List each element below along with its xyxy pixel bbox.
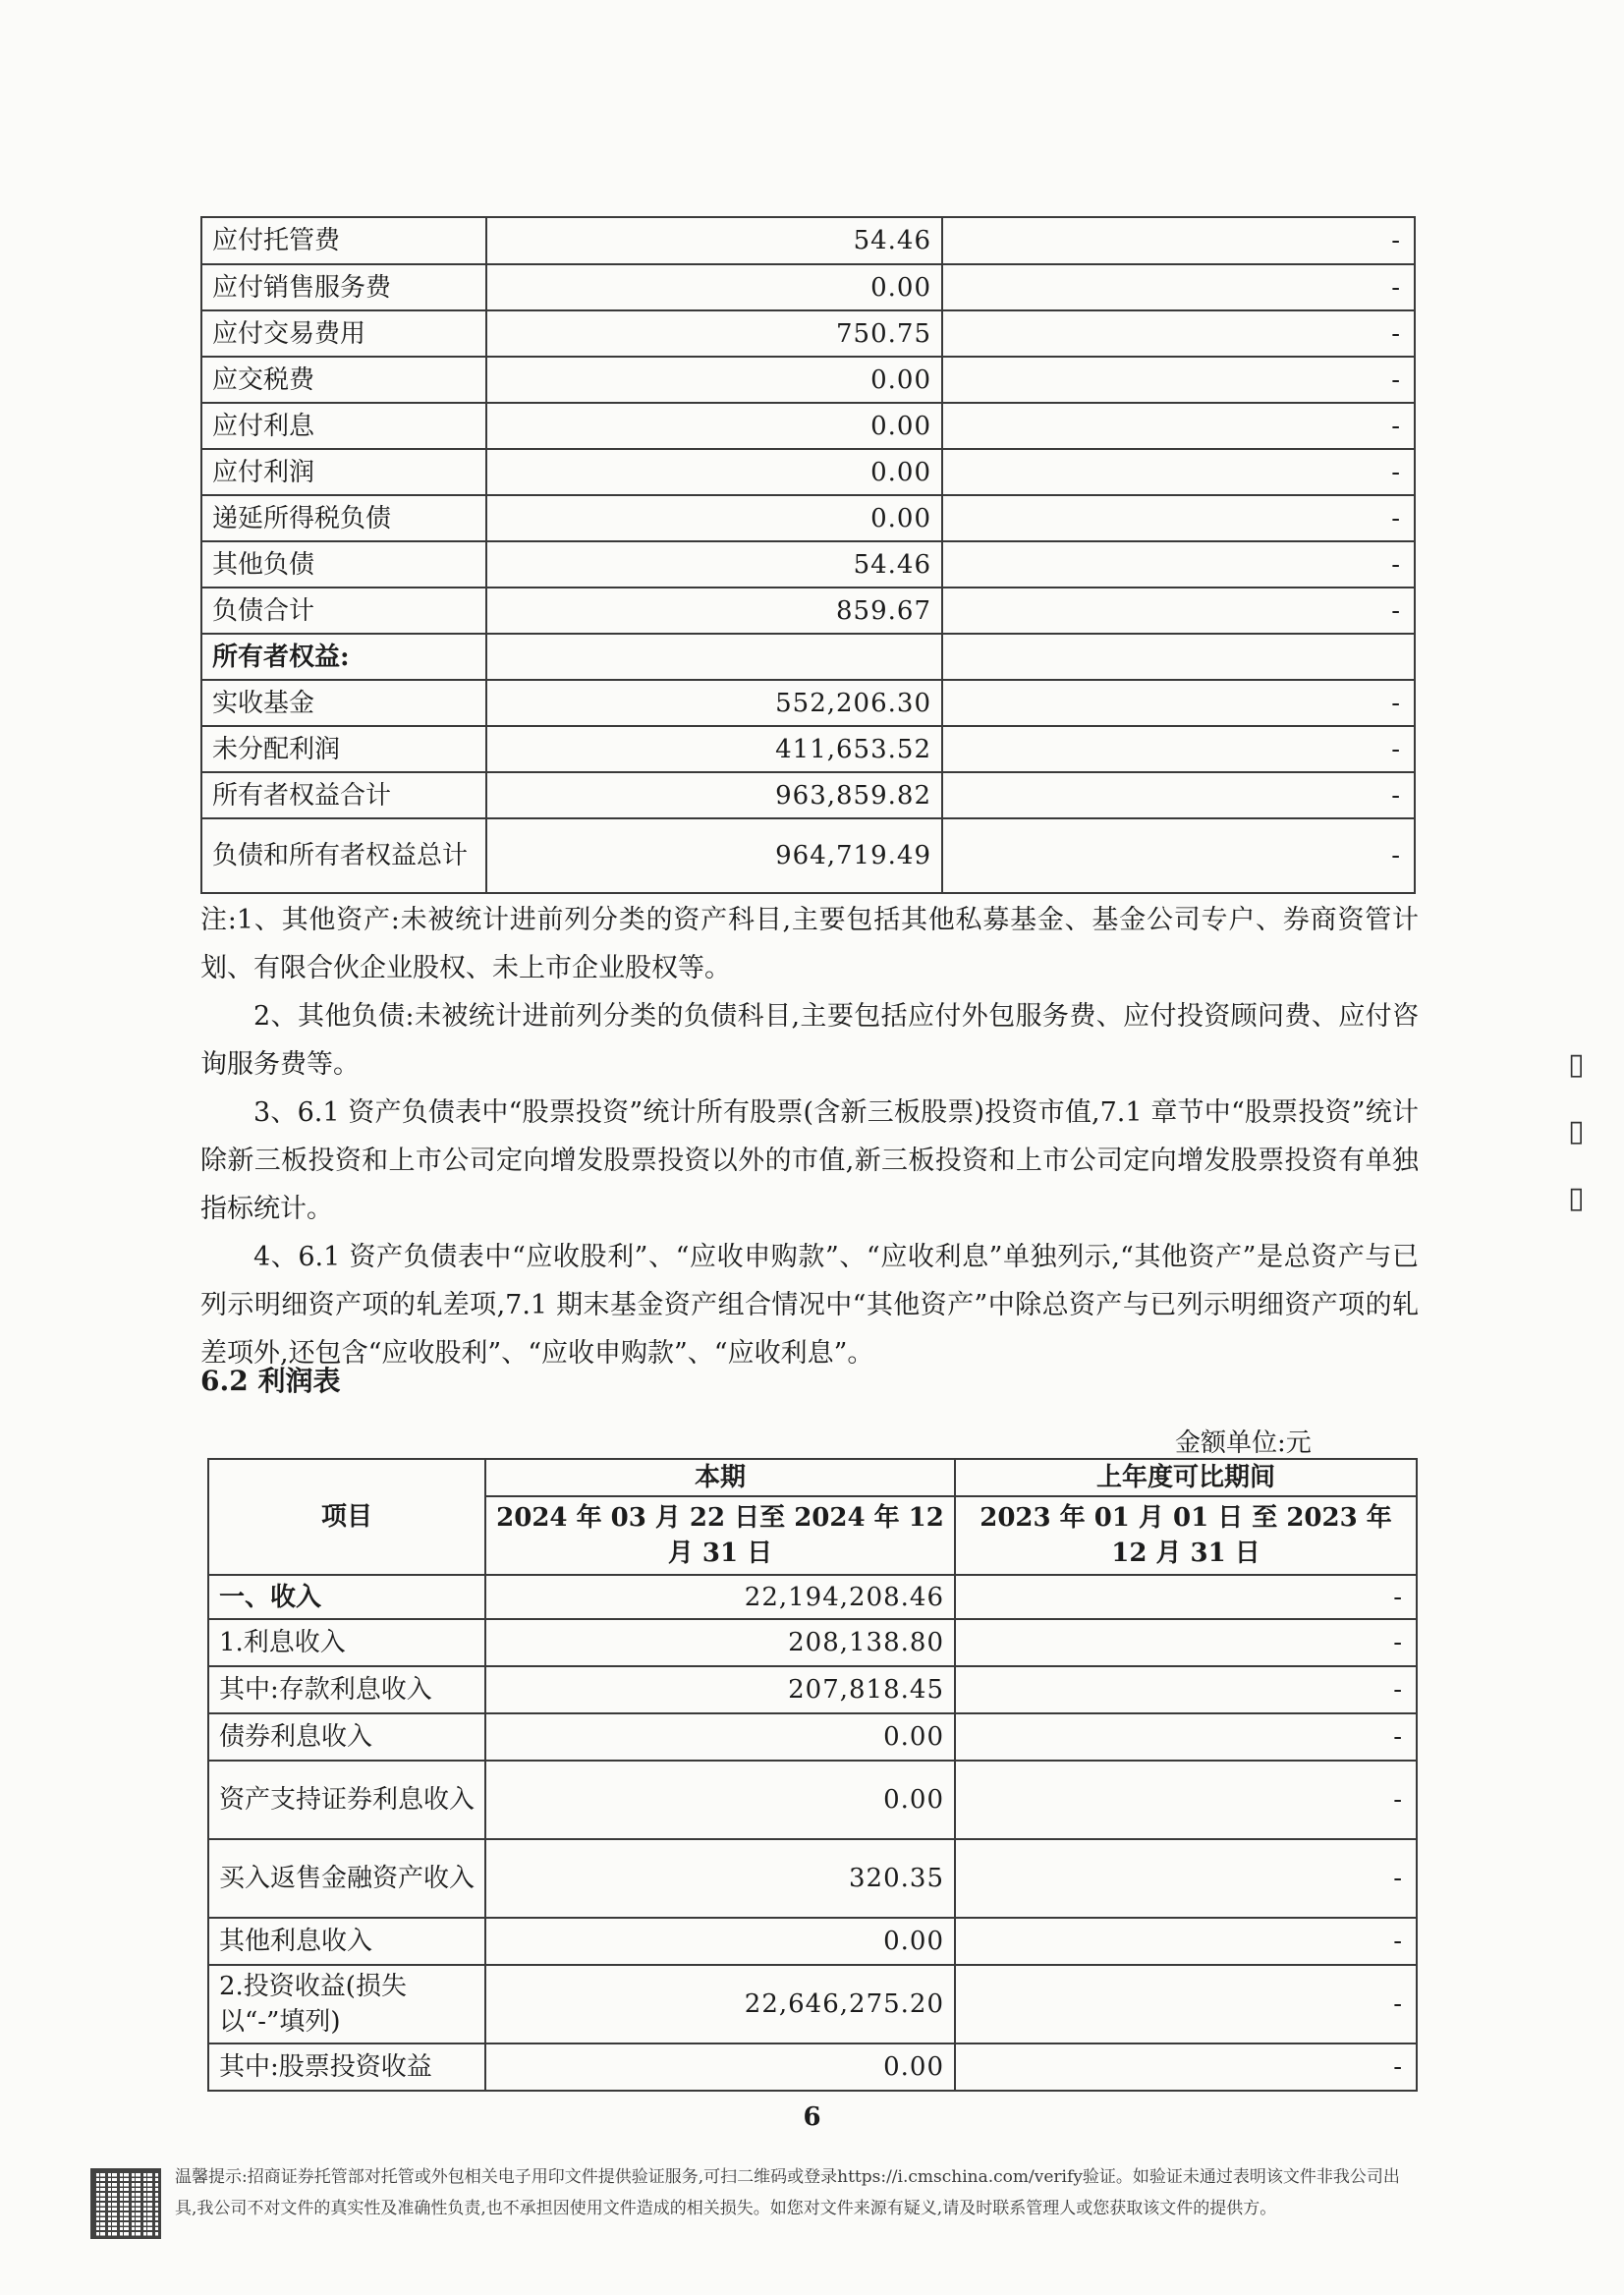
row-label: 应付托管费 bbox=[201, 217, 486, 264]
header-current: 本期 bbox=[485, 1459, 955, 1496]
previous-value: - bbox=[942, 264, 1415, 310]
row-label: 负债合计 bbox=[201, 588, 486, 634]
current-value: 0.00 bbox=[486, 357, 942, 403]
page-number: 6 bbox=[803, 2102, 821, 2132]
table-row bbox=[208, 1918, 1417, 1965]
row-label: 2.投资收益(损失以“-”填列) bbox=[208, 1965, 485, 2043]
current-value: 0.00 bbox=[486, 449, 942, 495]
current-value: 22,194,208.46 bbox=[485, 1575, 955, 1619]
footer-line-1: 温馨提示:招商证券托管部对托管或外包相关电子用印文件提供验证服务,可扫二维码或登录https://i.cmschina.com/verify验证。如验证未通过表明该文件非我公司出 bbox=[175, 2167, 1400, 2187]
previous-value: - bbox=[955, 1666, 1417, 1713]
table-row bbox=[201, 403, 1415, 449]
row-label: 应付利息 bbox=[201, 403, 486, 449]
row-label: 实收基金 bbox=[201, 680, 486, 726]
table-row bbox=[201, 588, 1415, 634]
current-value: 320.35 bbox=[485, 1839, 955, 1918]
table-row bbox=[201, 726, 1415, 772]
section-label: 所有者权益: bbox=[201, 634, 486, 680]
row-label: 应付利润 bbox=[201, 449, 486, 495]
table-row bbox=[201, 357, 1415, 403]
table-row bbox=[201, 818, 1415, 893]
previous-value: - bbox=[942, 357, 1415, 403]
header-current-range: 2024 年 03 月 22 日至 2024 年 12 月 31 日 bbox=[485, 1496, 955, 1575]
current-value: 0.00 bbox=[486, 403, 942, 449]
footer-line-2: 具,我公司不对文件的真实性及准确性负责,也不承担因使用文件造成的相关损失。如您对文件来源有疑义,请及时联系管理人或您获取该文件的提供方。 bbox=[175, 2199, 1277, 2218]
note-3: 3、6.1 资产负债表中“股票投资”统计所有股票(含新三板股票)投资市值,7.1 章节中“股票投资”统计除新三板投资和上市公司定向增发股票投资以外的市值,新三板投资和上市公司定向增发股票投资有单独指标统计。 bbox=[200, 1097, 1419, 1224]
row-label: 其中:存款利息收入 bbox=[208, 1666, 485, 1713]
note-2: 2、其他负债:未被统计进前列分类的负债科目,主要包括应付外包服务费、应付投资顾问费、应付咨询服务费等。 bbox=[200, 1001, 1419, 1080]
current-value: 0.00 bbox=[486, 264, 942, 310]
balance-sheet-table bbox=[200, 216, 1416, 894]
qr-code-icon bbox=[90, 2168, 161, 2239]
section-title: 6.2 利润表 bbox=[200, 1365, 341, 1397]
previous-value: - bbox=[955, 1575, 1417, 1619]
current-value bbox=[486, 634, 942, 680]
watermark bbox=[8, 678, 113, 788]
previous-value: - bbox=[955, 1713, 1417, 1761]
current-value: 963,859.82 bbox=[486, 772, 942, 818]
previous-value: - bbox=[955, 1619, 1417, 1666]
current-value: 964,719.49 bbox=[486, 818, 942, 893]
note-1: 注:1、其他资产:未被统计进前列分类的资产科目,主要包括其他私募基金、基金公司专户、券商资管计划、有限合伙企业股权、未上市企业股权等。 bbox=[200, 905, 1419, 983]
current-value: 0.00 bbox=[485, 1918, 955, 1965]
previous-value: - bbox=[955, 2043, 1417, 2091]
note-4: 4、6.1 资产负债表中“应收股利”、“应收申购款”、“应收利息”单独列示,“其他资产”是总资产与已列示明细资产项的轧差项,7.1 期末基金资产组合情况中“其他资产”中除总资产与已列示明细资产项的轧差项外,还包含“应收股利”、“应收申购款”、“应收利息”。 bbox=[200, 1242, 1419, 1369]
table-row bbox=[201, 541, 1415, 588]
header-previous-range: 2023 年 01 月 01 日 至 2023 年 12 月 31 日 bbox=[955, 1496, 1417, 1575]
previous-value: - bbox=[955, 1965, 1417, 2043]
table-row bbox=[208, 1713, 1417, 1761]
previous-value bbox=[942, 634, 1415, 680]
header-previous: 上年度可比期间 bbox=[955, 1459, 1417, 1496]
row-label: 债券利息收入 bbox=[208, 1713, 485, 1761]
notes-block bbox=[200, 896, 1419, 1377]
row-label: 未分配利润 bbox=[201, 726, 486, 772]
row-label: 其他负债 bbox=[201, 541, 486, 588]
table-row bbox=[201, 310, 1415, 357]
current-value: 0.00 bbox=[485, 2043, 955, 2091]
table-row bbox=[201, 449, 1415, 495]
previous-value: - bbox=[942, 403, 1415, 449]
table-row bbox=[201, 264, 1415, 310]
header-item: 项目 bbox=[208, 1459, 485, 1575]
current-value: 0.00 bbox=[486, 495, 942, 541]
row-label: 买入返售金融资产收入 bbox=[208, 1839, 485, 1918]
previous-value: - bbox=[942, 818, 1415, 893]
previous-value: - bbox=[955, 1918, 1417, 1965]
current-value: 0.00 bbox=[485, 1713, 955, 1761]
current-value: 22,646,275.20 bbox=[485, 1965, 955, 2043]
previous-value: - bbox=[942, 680, 1415, 726]
current-value: 552,206.30 bbox=[486, 680, 942, 726]
income-statement-table bbox=[207, 1458, 1418, 2092]
previous-value: - bbox=[942, 588, 1415, 634]
previous-value: - bbox=[942, 217, 1415, 264]
previous-value: - bbox=[942, 449, 1415, 495]
row-label: 1.利息收入 bbox=[208, 1619, 485, 1666]
row-label: 应付交易费用 bbox=[201, 310, 486, 357]
current-value: 859.67 bbox=[486, 588, 942, 634]
previous-value: - bbox=[942, 726, 1415, 772]
table-row bbox=[208, 1619, 1417, 1666]
row-label: 所有者权益合计 bbox=[201, 772, 486, 818]
amount-unit: 金额单位:元 bbox=[1175, 1428, 1312, 1458]
row-label: 应付销售服务费 bbox=[201, 264, 486, 310]
previous-value: - bbox=[955, 1839, 1417, 1918]
current-value: 411,653.52 bbox=[486, 726, 942, 772]
previous-value: - bbox=[942, 495, 1415, 541]
row-label: 负债和所有者权益总计 bbox=[201, 818, 486, 893]
current-value: 208,138.80 bbox=[485, 1619, 955, 1666]
row-label: 递延所得税负债 bbox=[201, 495, 486, 541]
row-label: 资产支持证券利息收入 bbox=[208, 1761, 485, 1839]
row-label: 其中:股票投资收益 bbox=[208, 2043, 485, 2091]
table-row bbox=[208, 2043, 1417, 2091]
current-value: 0.00 bbox=[485, 1761, 955, 1839]
header-row bbox=[208, 1459, 1417, 1496]
previous-value: - bbox=[942, 772, 1415, 818]
previous-value: - bbox=[955, 1761, 1417, 1839]
row-label: 一、收入 bbox=[208, 1575, 485, 1619]
binding-stamp-mark: ▯ ▯ ▯ bbox=[1568, 1047, 1585, 1215]
table-row-section bbox=[201, 634, 1415, 680]
table-row bbox=[208, 1965, 1417, 2043]
footer-notice bbox=[175, 2161, 1462, 2224]
table-row bbox=[201, 217, 1415, 264]
table-row bbox=[201, 495, 1415, 541]
row-label: 应交税费 bbox=[201, 357, 486, 403]
table-row bbox=[208, 1761, 1417, 1839]
table-row bbox=[208, 1839, 1417, 1918]
table-row bbox=[201, 680, 1415, 726]
table-row bbox=[208, 1575, 1417, 1619]
current-value: 54.46 bbox=[486, 217, 942, 264]
table-row bbox=[208, 1666, 1417, 1713]
current-value: 750.75 bbox=[486, 310, 942, 357]
current-value: 54.46 bbox=[486, 541, 942, 588]
previous-value: - bbox=[942, 310, 1415, 357]
table-row bbox=[201, 772, 1415, 818]
previous-value: - bbox=[942, 541, 1415, 588]
current-value: 207,818.45 bbox=[485, 1666, 955, 1713]
row-label: 其他利息收入 bbox=[208, 1918, 485, 1965]
